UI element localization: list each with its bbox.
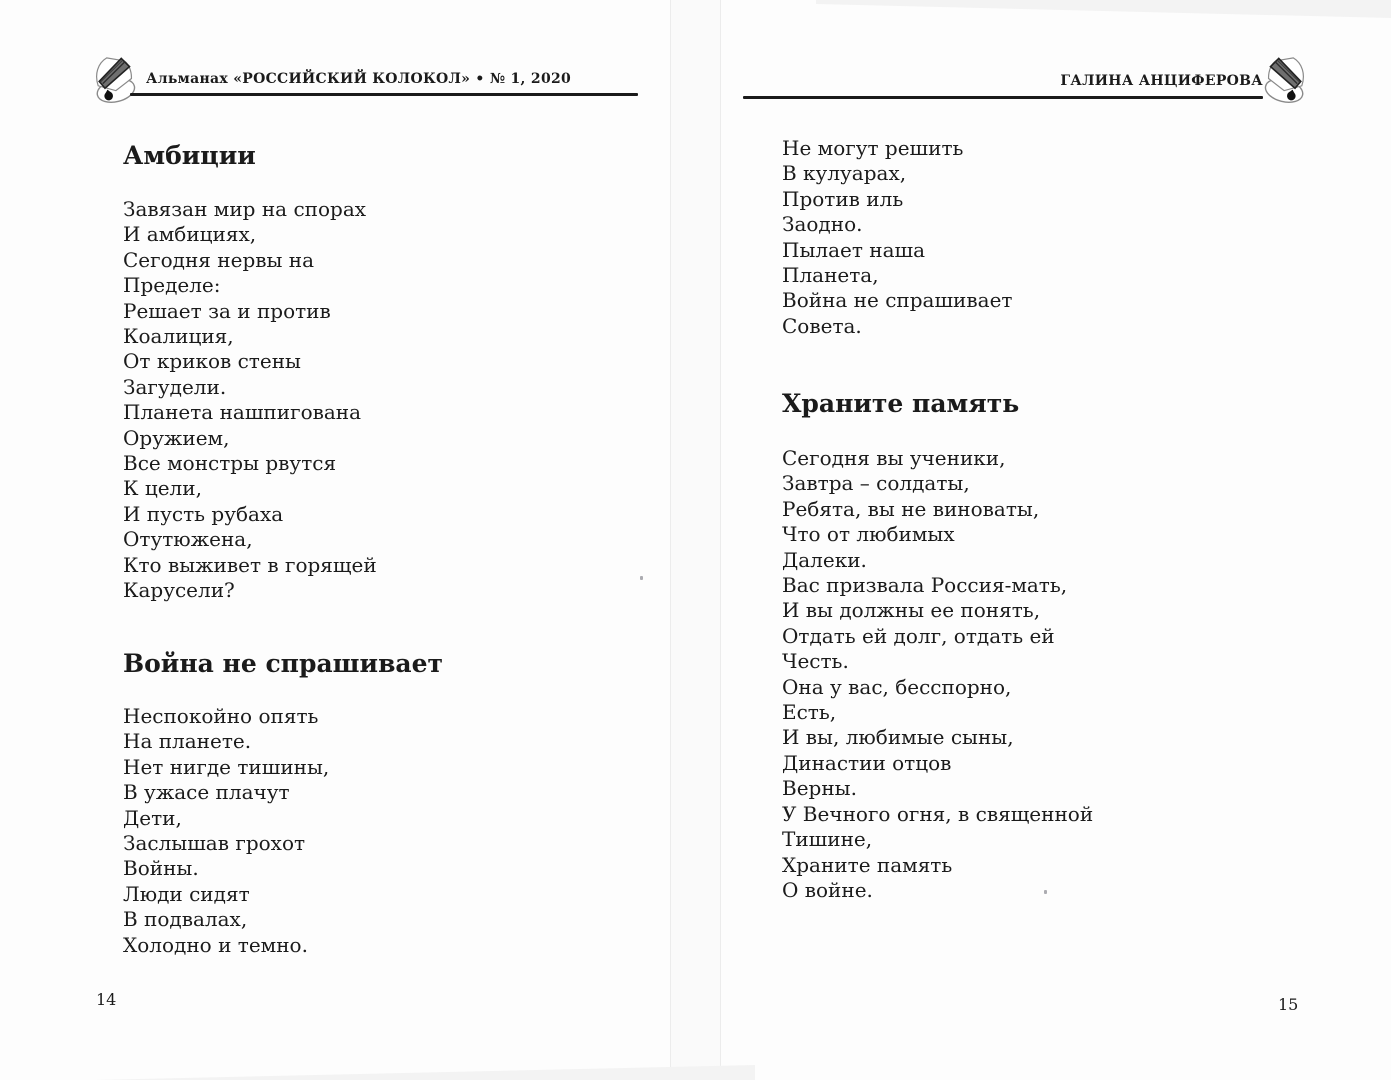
poem-line: Ребята, вы не виноваты, (782, 496, 1040, 521)
poem-continuation-voina-ne-sprashivaet (782, 136, 1012, 339)
poem-body-hranite-pamyat (782, 446, 1093, 903)
bell-icon (88, 52, 138, 106)
poem-line: Война не спрашивает (782, 288, 1013, 313)
poem-title-voina-ne-sprashivaet: Война не спрашивает (123, 649, 444, 678)
poem-line: Есть, (782, 700, 837, 725)
poem-line: Нет нигде тишины, (123, 754, 330, 779)
poem-line: Дети, (123, 805, 182, 830)
poem-line: В ужасе плачут (123, 780, 290, 805)
poem-line: Пределе: (123, 273, 221, 298)
poem-line: Династии отцов (782, 750, 952, 775)
poem-line: Верны. (782, 776, 857, 801)
poem-line: Планета нашпигована (123, 400, 362, 425)
poem-line: Далеки. (782, 547, 867, 572)
scan-speck (640, 576, 643, 580)
poem-line: Совета. (782, 313, 862, 338)
poem-line: Карусели? (123, 578, 235, 603)
poem-line: Отдать ей долг, отдать ей (782, 623, 1055, 648)
poem-line: Против иль (782, 186, 904, 211)
poem-line: Коалиция, (123, 324, 234, 349)
scan-artifact-top (816, 0, 1391, 18)
poem-line: Честь. (782, 649, 849, 674)
poem-line: Вас призвала Россия-мать, (782, 573, 1068, 598)
page-number-left: 14 (96, 990, 117, 1009)
poem-line: Сегодня нервы на (123, 247, 315, 272)
bell-icon (1262, 52, 1312, 106)
poem-line: И пусть рубаха (123, 501, 284, 526)
poem-line: Пылает наша (782, 237, 926, 262)
poem-line: Завязан мир на спорах (123, 197, 367, 221)
poem-line: Храните память (782, 852, 953, 877)
poem-body-voina-ne-sprashivaet (123, 704, 329, 958)
poem-title-hranite-pamyat: Храните память (782, 389, 1020, 418)
poem-line: Отутюжена, (123, 527, 253, 552)
poem-line: Неспокойно опять (123, 704, 319, 728)
poem-line: Войны. (123, 856, 199, 881)
poem-line: Сегодня вы ученики, (782, 446, 1006, 470)
poem-line: Что от любимых (782, 522, 955, 547)
page-number-right: 15 (1278, 995, 1299, 1014)
poem-line: Заслышав грохот (123, 831, 306, 856)
poem-line: И вы, любимые сыны, (782, 725, 1014, 750)
poem-line: У Вечного огня, в священной (782, 801, 1094, 826)
poem-line: На планете. (123, 729, 252, 754)
poem-line: От криков стены (123, 349, 301, 374)
scan-speck (1044, 890, 1047, 894)
poem-line: Люди сидят (123, 881, 250, 906)
poem-line: Холодно и темно. (123, 932, 308, 957)
scan-artifact-bottom (95, 1060, 755, 1080)
poem-body-ambicii (123, 197, 377, 604)
running-header-left: Альманах «РОССИЙСКИЙ КОЛОКОЛ» • № 1, 2020 (146, 71, 572, 87)
poem-line: Завтра – солдаты, (782, 471, 970, 496)
poem-line: Не могут решить (782, 136, 964, 160)
poem-line: Оружием, (123, 425, 230, 450)
poem-line: Все монстры рвутся (123, 451, 337, 476)
poem-line: Загудели. (123, 374, 227, 399)
poem-title-ambicii: Амбиции (123, 141, 256, 170)
page-gutter (670, 0, 721, 1080)
poem-line: Планета, (782, 263, 879, 288)
poem-line: И вы должны ее понять, (782, 598, 1041, 623)
poem-line: Решает за и против (123, 298, 331, 323)
poem-line: В кулуарах, (782, 161, 907, 186)
poem-line: О войне. (782, 877, 873, 902)
poem-line: Она у вас, бесспорно, (782, 674, 1012, 699)
poem-line: Кто выживет в горящей (123, 552, 377, 577)
poem-line: В подвалах, (123, 907, 248, 932)
header-rule-left (130, 93, 638, 96)
poem-line: К цели, (123, 476, 202, 501)
poem-line: Тишине, (782, 827, 873, 852)
running-header-right: ГАЛИНА АНЦИФЕРОВА (1060, 73, 1263, 89)
poem-line: Заодно. (782, 212, 863, 237)
poem-line: И амбициях, (123, 222, 257, 247)
header-rule-right (743, 96, 1263, 99)
